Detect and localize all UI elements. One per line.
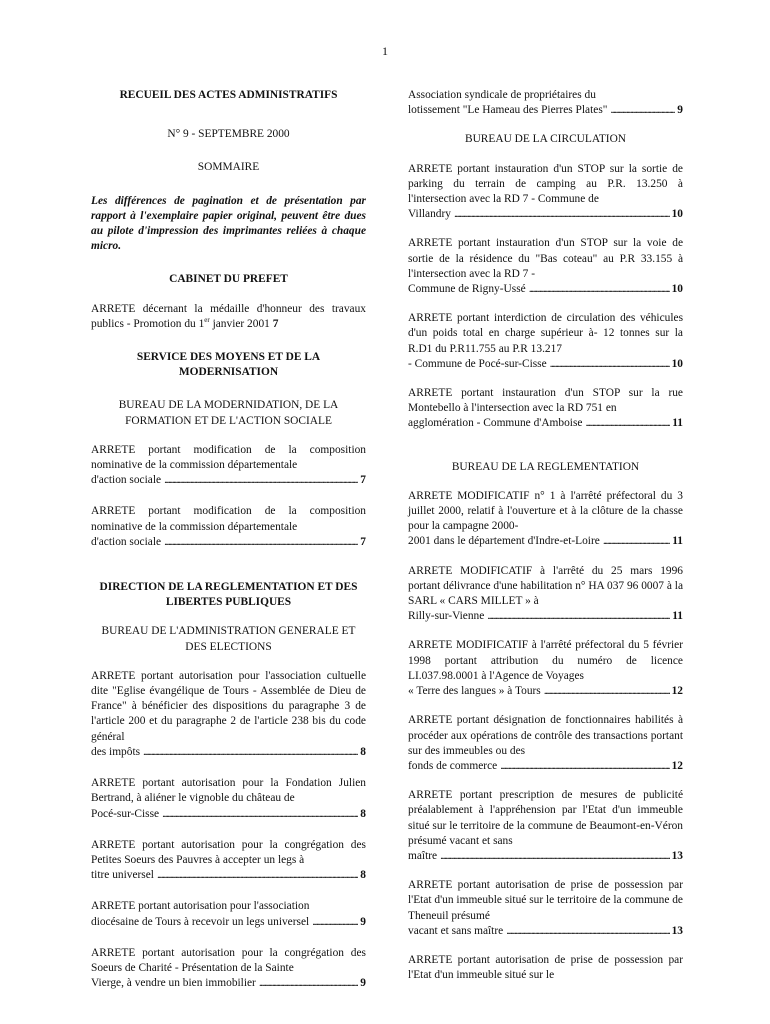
toc-entry[interactable] bbox=[91, 776, 366, 822]
entry-page: 7 bbox=[272, 317, 279, 330]
bureau-circulation-heading: BUREAU DE LA CIRCULATION bbox=[464, 133, 627, 146]
entry-last-text: Pocé-sur-Cisse bbox=[91, 807, 160, 820]
entry-last-line bbox=[91, 807, 366, 822]
toc-entry[interactable] bbox=[91, 669, 366, 760]
entry-text: ARRETE portant interdiction de circulation des véhicules d'un poids total en charge supérieur à- 12 tonnes sur la R.D1 du P.R11.755 au P.R 13.217 bbox=[408, 312, 683, 355]
entry-last-text: Vierge, à vendre un bien immobilier bbox=[91, 977, 256, 990]
entry-text: ARRETE portant autorisation pour l'association bbox=[91, 900, 310, 913]
entry-page: 10 bbox=[671, 208, 683, 221]
toc-entry[interactable] bbox=[408, 489, 683, 550]
toc-entry[interactable] bbox=[408, 236, 683, 297]
entry-text: ARRETE portant autorisation de prise de possession par l'Etat d'un immeuble situé sur le territoire de la commune de Theneuil présumé bbox=[408, 879, 683, 922]
dot-leader bbox=[550, 357, 670, 372]
partial-entry: ARRETE portant autorisation de prise de possession par l'Etat d'un immeuble situé sur le bbox=[408, 953, 683, 982]
entry-page: 9 bbox=[677, 104, 683, 117]
entry-last-text: Villandry bbox=[408, 208, 451, 221]
entry-page: 8 bbox=[360, 869, 366, 882]
entry-text: ARRETE portant désignation de fonctionnaires habilités à procéder aux opérations de contrôle des transactions portant sur des immeubles ou des bbox=[408, 714, 683, 757]
entry-page: 11 bbox=[672, 535, 683, 548]
entry-last-text: fonds de commerce bbox=[408, 759, 498, 772]
entry-text: Association syndicale de propriétaires du bbox=[408, 89, 596, 101]
toc-entry[interactable] bbox=[408, 88, 683, 118]
dot-leader bbox=[440, 849, 670, 864]
entry-text: ARRETE portant autorisation pour l'association cultuelle dite "Eglise évangélique de Tours - Assemblée de Dieu de France" à bénéficier des dispositions du paragraphe 3 de l'article 200 et du paragraphe 2 de l'article 238 bis du code général bbox=[91, 669, 366, 743]
entry-last-line bbox=[408, 282, 683, 297]
direction-heading: DIRECTION DE LA REGLEMENTATION ET DES LIBERTES PUBLIQUES bbox=[99, 581, 358, 609]
entry-last-text: agglomération - Commune d'Amboise bbox=[408, 417, 583, 430]
toc-entry[interactable] bbox=[408, 386, 683, 432]
bureau-modernisation-heading: BUREAU DE LA MODERNIDATION, DE LA FORMATION ET DE L'ACTION SOCIALE bbox=[118, 399, 339, 427]
entry-last-line bbox=[408, 609, 683, 624]
dot-leader bbox=[164, 473, 358, 488]
toc-entry-cabinet[interactable] bbox=[91, 302, 366, 332]
entry-page: 13 bbox=[671, 924, 683, 937]
entry-text: ARRETE portant instauration d'un STOP sur la sortie de parking du terrain de camping au P.R. 13.250 à l'intersection avec la RD 7 - Commune de bbox=[408, 162, 683, 206]
entry-text: ARRETE portant instauration d'un STOP sur la voie de sortie de la résidence du "Bas coteau" au P.R 33.155 à l'intersection avec la RD 7 - bbox=[408, 237, 683, 280]
modernisation-entries bbox=[91, 443, 366, 550]
entry-last-text: maître bbox=[408, 849, 438, 862]
entry-sup: er bbox=[204, 316, 210, 325]
entry-page: 8 bbox=[360, 745, 366, 758]
cabinet-heading: CABINET DU PREFET bbox=[169, 273, 288, 286]
dot-leader bbox=[506, 924, 669, 939]
entry-last-line bbox=[91, 868, 366, 883]
toc-entry[interactable] bbox=[91, 504, 366, 550]
entry-last-text: - Commune de Pocé-sur-Cisse bbox=[408, 357, 547, 370]
entry-last-line bbox=[408, 534, 683, 549]
entry-last-text: titre universel bbox=[91, 869, 154, 882]
dot-leader bbox=[585, 416, 670, 431]
dot-leader bbox=[162, 807, 358, 822]
entry-text: ARRETE portant modification de la composition nominative de la commission départementale bbox=[91, 505, 366, 533]
entry-last-text: vacant et sans maître bbox=[408, 924, 504, 937]
summary-heading: SOMMAIRE bbox=[197, 161, 260, 174]
entry-last-text: diocésaine de Tours à recevoir un legs universel bbox=[91, 915, 310, 928]
dot-leader bbox=[259, 976, 358, 991]
entry-last-text: des impôts bbox=[91, 745, 141, 758]
entry-text: ARRETE portant instauration d'un STOP sur la rue Montebello à l'intersection avec la RD 751 en bbox=[408, 387, 683, 415]
entry-page: 12 bbox=[671, 685, 683, 698]
entry-last-line bbox=[91, 745, 366, 760]
entry-last-text: d'action sociale bbox=[91, 535, 162, 548]
entry-page: 9 bbox=[360, 977, 366, 990]
dot-leader bbox=[164, 535, 358, 550]
dot-leader bbox=[487, 609, 670, 624]
dot-leader bbox=[603, 534, 670, 549]
toc-entry[interactable] bbox=[408, 638, 683, 699]
dot-leader bbox=[529, 282, 670, 297]
right-column bbox=[408, 88, 683, 983]
toc-entry[interactable] bbox=[91, 838, 366, 884]
entry-last-text: Commune de Rigny-Ussé bbox=[408, 283, 526, 296]
entry-text: ARRETE MODIFICATIF n° 1 à l'arrêté préfectoral du 3 juillet 2000, relatif à l'ouverture et à la clôture de la chasse pour la campagne 2000- bbox=[408, 489, 683, 533]
left-column bbox=[91, 88, 366, 1007]
pagination-note: Les différences de pagination et de présentation par rapport à l'exemplaire papier original, peuvent être dues au pilote d'impression des imprimantes reliées à chaque micro. bbox=[91, 194, 366, 253]
entry-last-line bbox=[408, 684, 683, 699]
entry-last-line bbox=[408, 759, 683, 774]
entry-last-line bbox=[408, 103, 683, 118]
entry-page: 11 bbox=[672, 417, 683, 430]
entry-last-line bbox=[408, 924, 683, 939]
toc-entry[interactable] bbox=[408, 713, 683, 774]
dot-leader bbox=[500, 759, 669, 774]
entry-last-line bbox=[408, 849, 683, 864]
page-number: 1 bbox=[382, 44, 388, 58]
entry-page: 7 bbox=[360, 535, 366, 548]
toc-entry[interactable] bbox=[408, 564, 683, 625]
toc-entry[interactable] bbox=[408, 162, 683, 223]
entry-tail: janvier 2001 bbox=[209, 317, 270, 330]
dot-leader bbox=[143, 745, 358, 760]
entry-page: 9 bbox=[360, 915, 366, 928]
dot-leader bbox=[312, 915, 358, 930]
entry-last-text: lotissement "Le Hameau des Pierres Plates" bbox=[408, 104, 608, 117]
entry-last-line bbox=[91, 535, 366, 550]
entry-last-line bbox=[408, 416, 683, 431]
entry-last-line bbox=[408, 207, 683, 222]
entry-page: 7 bbox=[360, 474, 366, 487]
toc-entry[interactable] bbox=[408, 788, 683, 864]
dot-leader bbox=[544, 684, 670, 699]
entry-page: 10 bbox=[671, 283, 683, 296]
reglementation-entries bbox=[408, 489, 683, 939]
entry-text: ARRETE MODIFICATIF à l'arrêté du 25 mars 1996 portant délivrance d'une habilitation n° HA 037 96 0007 à la SARL « CARS MILLET » à bbox=[408, 564, 683, 608]
entry-page: 12 bbox=[671, 759, 683, 772]
administration-entries bbox=[91, 669, 366, 991]
entry-page: 10 bbox=[671, 357, 683, 370]
dot-leader bbox=[610, 103, 675, 118]
entry-text: ARRETE portant autorisation pour la Fondation Julien Bertrand, à aliéner le vignoble du château de bbox=[91, 777, 366, 805]
toc-entry[interactable] bbox=[408, 311, 683, 372]
top-entry-container bbox=[408, 88, 683, 118]
document-title: RECUEIL DES ACTES ADMINISTRATIFS bbox=[119, 89, 338, 101]
entry-last-text: 2001 dans le département d'Indre-et-Loire bbox=[408, 535, 600, 548]
entry-last-text: Rilly-sur-Vienne bbox=[408, 610, 485, 623]
issue-number: N° 9 - SEPTEMBRE 2000 bbox=[167, 128, 290, 141]
circulation-entries bbox=[408, 162, 683, 432]
entry-text: ARRETE portant prescription de mesures de publicité préalablement à l'appréhension par l'Etat d'un immeuble situé sur le territoire de la commune de Beaumont-en-Véron présumé vacant et sans bbox=[408, 789, 683, 847]
toc-entry[interactable] bbox=[91, 946, 366, 992]
bureau-reglementation-heading: BUREAU DE LA REGLEMENTATION bbox=[451, 460, 640, 473]
toc-entry[interactable] bbox=[408, 878, 683, 939]
service-heading: SERVICE DES MOYENS ET DE LA MODERNISATION bbox=[136, 351, 321, 379]
entry-text: ARRETE portant autorisation pour la congrégation des Petites Soeurs des Pauvres à accepter un legs à bbox=[91, 838, 366, 866]
entry-page: 11 bbox=[672, 610, 683, 623]
dot-leader bbox=[157, 868, 358, 883]
entry-text: ARRETE portant autorisation pour la congrégation des Soeurs de Charité - Présentation de la Sainte bbox=[91, 946, 366, 974]
entry-last-line bbox=[91, 976, 366, 991]
toc-entry[interactable] bbox=[91, 899, 366, 929]
entry-text: ARRETE décernant la médaille d'honneur des travaux publics - Promotion du 1 bbox=[91, 302, 366, 330]
entry-last-text: d'action sociale bbox=[91, 474, 162, 487]
entry-last-line bbox=[91, 915, 366, 930]
bureau-administration-heading: BUREAU DE L'ADMINISTRATION GENERALE ET DES ELECTIONS bbox=[101, 625, 356, 653]
toc-entry[interactable] bbox=[91, 443, 366, 489]
entry-last-line bbox=[91, 473, 366, 488]
entry-text: ARRETE portant modification de la composition nominative de la commission départementale bbox=[91, 443, 366, 472]
entry-last-line bbox=[408, 357, 683, 372]
dot-leader bbox=[454, 207, 670, 222]
entry-text: ARRETE MODIFICATIF à l'arrêté préfectoral du 5 février 1998 portant attribution du numéro de licence LI.037.98.0001 à l'Agence de Voyages bbox=[408, 639, 683, 682]
entry-page: 13 bbox=[671, 849, 683, 862]
entry-page: 8 bbox=[360, 807, 366, 820]
entry-last-text: « Terre des langues » à Tours bbox=[408, 685, 541, 698]
